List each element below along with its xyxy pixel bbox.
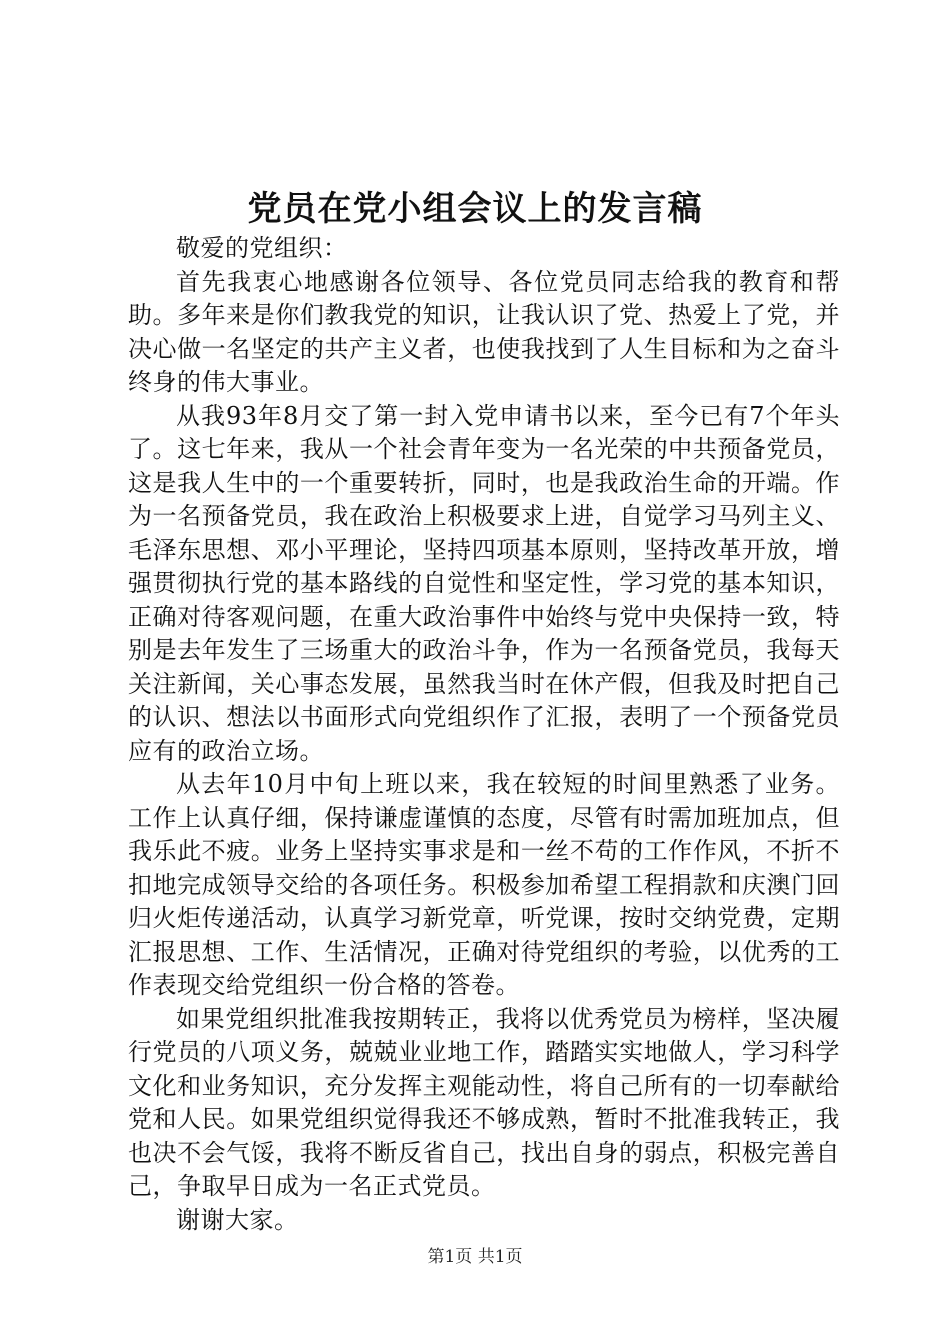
paragraph-3: 从去年10月中旬上班以来，我在较短的时间里熟悉了业务。工作上认真仔细，保持谦虚谨慎的态度，尽管有时需加班加点，但我乐此不疲。业务上坚持实事求是和一丝不苟的工作作风，不折不扣地完成领导交给的各项任务。积极参加希望工程捐款和庆澳门回归火炬传递活动，认真学习新党章，听党课，按时交纳党费，定期汇报思想、工作、生活情况，正确对待党组织的考验，以优秀的工作表现交给党组织一份合格的答卷。 (128, 770, 840, 999)
document-body (128, 232, 840, 1237)
page-number: 第1页 共1页 (427, 1247, 523, 1267)
closing-line: 谢谢大家。 (176, 1205, 299, 1234)
paragraph-2: 从我93年8月交了第一封入党申请书以来，至今已有7个年头了。这七年来，我从一个社会青年变为一名光荣的中共预备党员，这是我人生中的一个重要转折，同时，也是我政治生命的开端。作为一名预备党员，我在政治上积极要求上进，自觉学习马列主义、毛泽东思想、邓小平理论，坚持四项基本原则，坚持改革开放，增强贯彻执行党的基本路线的自觉性和坚定性，学习党的基本知识，正确对待客观问题，在重大政治事件中始终与党中央保持一致，特别是去年发生了三场重大的政治斗争，作为一名预备党员，我每天关注新闻，关心事态发展，虽然我当时在休产假，但我及时把自己的认识、想法以书面形式向党组织作了汇报，表明了一个预备党员应有的政治立场。 (128, 401, 840, 765)
paragraph-4: 如果党组织批准我按期转正，我将以优秀党员为榜样，坚决履行党员的八项义务，兢兢业业地工作，踏踏实实地做人，学习科学文化和业务知识，充分发挥主观能动性，将自己所有的一切奉献给党和人民。如果党组织觉得我还不够成熟，暂时不批准我转正，我也决不会气馁，我将不断反省自己，找出自身的弱点，积极完善自己，争取早日成为一名正式党员。 (128, 1004, 840, 1200)
document-title: 党员在党小组会议上的发言稿 (247, 189, 703, 229)
paragraph-1: 首先我衷心地感谢各位领导、各位党员同志给我的教育和帮助。多年来是你们教我党的知识，让我认识了党、热爱上了党，并决心做一名坚定的共产主义者，也使我找到了人生目标和为之奋斗终身的伟大事业。 (128, 267, 840, 396)
page-footer (0, 1245, 950, 1269)
salutation: 敬爱的党组织： (176, 234, 348, 262)
